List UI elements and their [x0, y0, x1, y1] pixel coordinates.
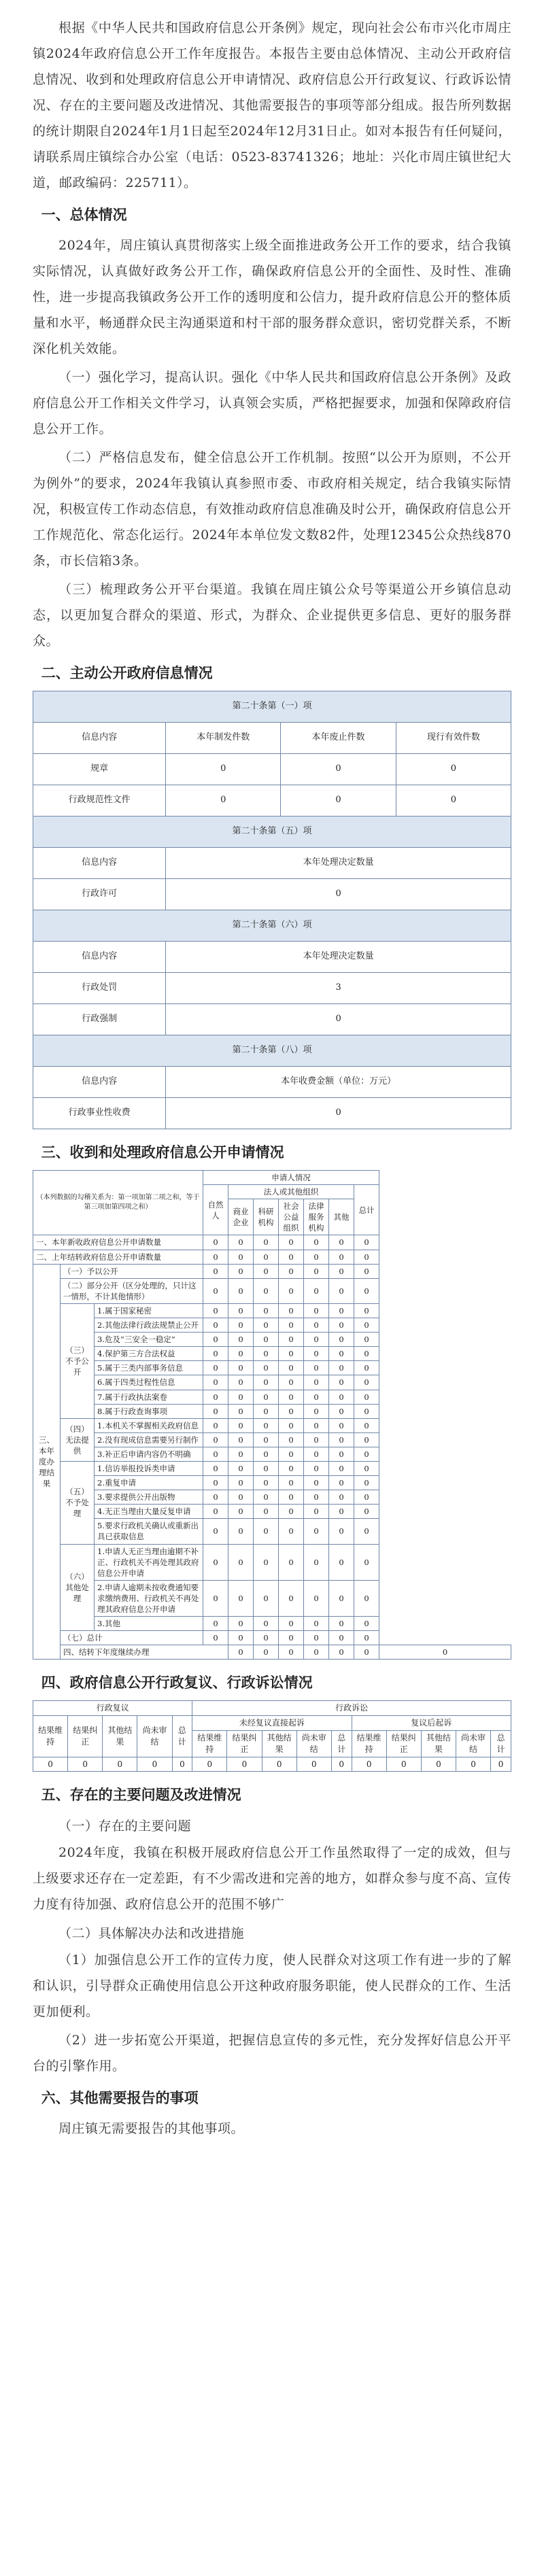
table-cell: 0: [254, 1303, 279, 1318]
table-cell: 0: [304, 1476, 329, 1490]
table-cell: 0: [203, 1333, 228, 1347]
row-label: （七）总计: [61, 1631, 203, 1645]
table-cell: 0: [352, 1757, 386, 1772]
table-cell: 0: [329, 1544, 354, 1580]
table-cell: 0: [354, 1476, 379, 1490]
table-cell: 0: [203, 1250, 228, 1264]
table-cell: 0: [329, 1418, 354, 1432]
application-table: [33, 1170, 511, 1660]
column-header: 本年收费金额（单位：万元）: [166, 1067, 511, 1098]
table-cell: 0: [329, 1333, 354, 1347]
table-cell: 0: [228, 1580, 254, 1616]
table-cell: 0: [329, 1519, 354, 1544]
row-label: 行政强制: [33, 1004, 166, 1035]
group-label: （六）其他处理: [61, 1544, 95, 1631]
table-cell: 0: [203, 1617, 228, 1631]
table-cell: 0: [304, 1278, 329, 1303]
table-cell: 0: [254, 1235, 279, 1250]
section-4-heading: 四、政府信息公开行政复议、行政诉讼情况: [41, 1675, 313, 1691]
table-cell: 0: [396, 785, 511, 817]
table-cell: 0: [354, 1447, 379, 1461]
table-cell: 0: [254, 1490, 279, 1505]
table-cell: 0: [172, 1757, 192, 1772]
table-cell: 0: [279, 1432, 304, 1447]
column-header: 本年废止件数: [281, 723, 396, 754]
table-band: 第二十条第（一）项: [33, 691, 511, 723]
table-cell: 0: [304, 1617, 329, 1631]
column-header: 自然人: [203, 1185, 228, 1235]
overview-paragraph: 2024年，周庄镇认真贯彻落实上级全面推进政务公开工作的要求，结合我镇实际情况，认真做好政务公开工作，确保政府信息公开的全面性、及时性、准确性，进一步提高我镇政务公开工作的透明度和公信力，提升政府信息公开的整体质量和水平，畅通群众民主沟通渠道和村干部的服务群众意识，密切党群关系，不断深化机关效能。: [33, 238, 511, 356]
table-cell: 0: [304, 1303, 329, 1318]
table-band: 第二十条第（八）项: [33, 1035, 511, 1067]
table-cell: 0: [166, 1004, 511, 1035]
table-cell: 0: [329, 1580, 354, 1616]
table-cell: 0: [279, 1580, 304, 1616]
table-cell: 0: [137, 1757, 172, 1772]
section-5-heading: 五、存在的主要问题及改进情况: [41, 1787, 241, 1804]
table-cell: 0: [296, 1757, 331, 1772]
table-cell: 0: [166, 754, 281, 785]
table-cell: 0: [228, 1505, 254, 1519]
table-cell: 0: [254, 1461, 279, 1475]
table-cell: 0: [254, 1645, 279, 1660]
table-cell: 0: [304, 1404, 329, 1418]
table-cell: 0: [279, 1544, 304, 1580]
group-label: （四）无法提供: [61, 1418, 95, 1461]
table-cell: 0: [228, 1390, 254, 1404]
table-cell: 0: [304, 1390, 329, 1404]
table-cell: 0: [203, 1519, 228, 1544]
table-cell: 0: [329, 1235, 354, 1250]
table-cell: 0: [304, 1645, 329, 1660]
table-cell: 0: [304, 1519, 329, 1544]
column-header: 本年制发件数: [166, 723, 281, 754]
table-cell: 0: [203, 1347, 228, 1361]
row-label: 1.属于国家秘密: [95, 1303, 203, 1318]
table-cell: 0: [279, 1505, 304, 1519]
row-label: 3.补正后申请内容仍不明确: [95, 1447, 203, 1461]
table-cell: 0: [354, 1333, 379, 1347]
measure-2-paragraph: （2）进一步拓宽公开渠道，把握信息宣传的多元性，充分发挥好信息公开平台的引擎作用。: [33, 2033, 511, 2074]
table-cell: 0: [203, 1318, 228, 1333]
table-cell: 0: [279, 1404, 304, 1418]
table-cell: 0: [228, 1476, 254, 1490]
table-cell: 0: [304, 1250, 329, 1264]
table-cell: 0: [279, 1617, 304, 1631]
column-header: 总计: [331, 1730, 352, 1757]
table-cell: 0: [304, 1318, 329, 1333]
column-header: 法人或其他组织: [228, 1185, 354, 1199]
table-cell: 0: [329, 1264, 354, 1278]
row-label: 3.危及“三安全一稳定”: [95, 1333, 203, 1347]
table-cell: 0: [354, 1390, 379, 1404]
table-cell: 0: [279, 1490, 304, 1505]
column-header: 其他: [329, 1199, 354, 1235]
table-band: 第二十条第（五）项: [33, 817, 511, 848]
table-cell: 0: [228, 1278, 254, 1303]
table-cell: 0: [203, 1461, 228, 1475]
column-header: 其他结果: [421, 1730, 456, 1757]
column-header: 总计: [172, 1716, 192, 1757]
row-label: （一）予以公开: [61, 1264, 203, 1278]
table-cell: 0: [228, 1264, 254, 1278]
table-cell: 0: [329, 1303, 354, 1318]
table-cell: 0: [254, 1418, 279, 1432]
table-cell: 0: [228, 1617, 254, 1631]
row-label: 3.其他: [95, 1617, 203, 1631]
row-label: 1.信访举报投诉类申请: [95, 1461, 203, 1475]
table-cell: 0: [254, 1318, 279, 1333]
table-cell: 0: [421, 1757, 456, 1772]
table-cell: 0: [354, 1235, 379, 1250]
row-label: 行政处罚: [33, 973, 166, 1004]
column-header: 未经复议直接起诉: [192, 1716, 352, 1731]
group-label: （三）不予公开: [61, 1303, 95, 1418]
table-cell: 0: [354, 1645, 379, 1660]
table-cell: 0: [304, 1333, 329, 1347]
table-cell: 0: [354, 1418, 379, 1432]
table-cell: 0: [304, 1432, 329, 1447]
column-header: 现行有效件数: [396, 723, 511, 754]
table-cell: 0: [279, 1333, 304, 1347]
table-cell: 0: [254, 1375, 279, 1390]
table-cell: 0: [279, 1447, 304, 1461]
table-cell: 0: [228, 1645, 254, 1660]
table-cell: 0: [304, 1544, 329, 1580]
table-cell: 0: [354, 1544, 379, 1580]
column-header: 总计: [491, 1730, 511, 1757]
column-header: 尚未审结: [456, 1730, 490, 1757]
table-cell: 0: [304, 1235, 329, 1250]
table-cell: 0: [304, 1264, 329, 1278]
table-cell: 0: [203, 1490, 228, 1505]
column-header: 信息内容: [33, 942, 166, 973]
table-cell: 0: [203, 1303, 228, 1318]
table-cell: 0: [279, 1390, 304, 1404]
table-cell: 0: [354, 1318, 379, 1333]
table-cell: 0: [329, 1404, 354, 1418]
table-cell: 0: [331, 1757, 352, 1772]
table-cell: 0: [103, 1757, 137, 1772]
table-cell: 0: [203, 1361, 228, 1375]
table-cell: 0: [228, 1404, 254, 1418]
section-6-heading: 六、其他需要报告的事项: [41, 2090, 199, 2107]
column-header: 结果纠正: [68, 1716, 103, 1757]
table-cell: 0: [203, 1404, 228, 1418]
table-cell: 0: [228, 1235, 254, 1250]
column-header: 行政复议: [33, 1701, 192, 1716]
table-cell: 0: [203, 1264, 228, 1278]
column-header: 信息内容: [33, 1067, 166, 1098]
table-cell: 0: [279, 1235, 304, 1250]
table-cell: 0: [254, 1347, 279, 1361]
measure-1-paragraph: （1）加强信息公开工作的宣传力度，使人民群众对这项工作有进一步的了解和认识，引导群众正确使用信息公开这种政府服务职能，使人民群众的工作、生活更加便利。: [33, 1953, 511, 2020]
table-cell: 0: [304, 1418, 329, 1432]
table-cell: 0: [354, 1519, 379, 1544]
row-label: 四、结转下年度继续办理: [61, 1645, 228, 1660]
table-cell: 0: [254, 1580, 279, 1616]
table-cell: 0: [254, 1278, 279, 1303]
row-label: （二）部分公开（区分处理的，只计这一情形，不计其他情形）: [61, 1278, 203, 1303]
table-cell: 0: [203, 1544, 228, 1580]
table-cell: 0: [354, 1505, 379, 1519]
row-label: 2.没有现成信息需要另行制作: [95, 1432, 203, 1447]
group-label: （五）不予处理: [61, 1461, 95, 1544]
row-label: 二、上年结转政府信息公开申请数量: [33, 1250, 203, 1264]
table-cell: 0: [203, 1375, 228, 1390]
table-cell: 0: [354, 1250, 379, 1264]
row-label: 规章: [33, 754, 166, 785]
table-cell: 0: [354, 1461, 379, 1475]
row-label: 2.其他法律行政法规禁止公开: [95, 1318, 203, 1333]
row-label: 3.要求提供公开出版物: [95, 1490, 203, 1505]
column-header: 社会公益组织: [279, 1199, 304, 1235]
table-cell: 0: [192, 1757, 227, 1772]
column-header: 法律服务机构: [304, 1199, 329, 1235]
row-label: 4.无正当理由大量反复申请: [95, 1505, 203, 1519]
row-label: 5.属于三类内部事务信息: [95, 1361, 203, 1375]
column-header: 结果纠正: [386, 1730, 421, 1757]
column-header: 结果维持: [33, 1716, 68, 1757]
table-cell: 0: [354, 1404, 379, 1418]
table-cell: 0: [279, 1375, 304, 1390]
table-cell: 0: [228, 1303, 254, 1318]
table-cell: 0: [228, 1461, 254, 1475]
table-cell: 0: [279, 1418, 304, 1432]
section-2-heading: 二、主动公开政府信息情况: [41, 665, 213, 681]
row-label: 1.申请人无正当理由逾期不补正、行政机关不再处理其政府信息公开申请: [95, 1544, 203, 1580]
table-cell: 0: [304, 1375, 329, 1390]
proactive-disclosure-table: [33, 691, 511, 1129]
column-header: 行政诉讼: [192, 1701, 511, 1716]
table-cell: 0: [254, 1264, 279, 1278]
column-header: 信息内容: [33, 848, 166, 879]
table-cell: 0: [456, 1757, 490, 1772]
overview-item-2: （二）严格信息发布，健全信息公开工作机制。按照“以公开为原则，不公开为例外”的要求，2024年我镇认真参照市委、市政府相关规定，结合我镇实际情况，积极宣传工作动态信息，有效推动政府信息准确及时公开，确保政府信息公开工作规范化、常态化运行。2024年本单位发文数82件，处理12345公众热线870条，市长信箱3条。: [33, 450, 511, 568]
column-header: 其他结果: [262, 1730, 296, 1757]
problems-subheading: （一）存在的主要问题: [58, 1819, 192, 1834]
section-1-heading: 一、总体情况: [41, 207, 127, 223]
table-cell: 0: [228, 1333, 254, 1347]
table-cell: 0: [329, 1505, 354, 1519]
table-cell: 0: [354, 1617, 379, 1631]
row-label: 行政规范性文件: [33, 785, 166, 817]
table-cell: 0: [329, 1461, 354, 1475]
table-cell: 0: [203, 1447, 228, 1461]
table-cell: 0: [354, 1361, 379, 1375]
table-cell: 0: [254, 1519, 279, 1544]
table-cell: 0: [227, 1757, 262, 1772]
table-cell: 0: [329, 1318, 354, 1333]
table-cell: 0: [254, 1617, 279, 1631]
row-label: 8.属于行政查询事项: [95, 1404, 203, 1418]
row-label: 行政许可: [33, 879, 166, 910]
table-cell: 0: [329, 1645, 354, 1660]
table-cell: 0: [228, 1490, 254, 1505]
table-cell: 0: [228, 1544, 254, 1580]
intro-paragraph: 根据《中华人民共和国政府信息公开条例》规定，现向社会公布市兴化市周庄镇2024年政府信息公开工作年度报告。本报告主要由总体情况、主动公开政府信息情况、收到和处理政府信息公开申请情况、政府信息公开行政复议、行政诉讼情况、存在的主要问题及改进情况、其他需要报告的事项等部分组成。报告所列数据的统计期限自2024年1月1日起至2024年12月31日止。如对本报告有任何疑问，请联系周庄镇综合办公室（电话：0523-83741326；地址：兴化市周庄镇世纪大道，邮政编码：225711）。: [33, 20, 511, 190]
table-cell: 0: [33, 1757, 68, 1772]
table-cell: 0: [254, 1447, 279, 1461]
table-cell: 0: [254, 1505, 279, 1519]
table-cell: 0: [304, 1361, 329, 1375]
table-cell: 0: [254, 1404, 279, 1418]
column-header: 尚未审结: [137, 1716, 172, 1757]
table-cell: 0: [354, 1303, 379, 1318]
table-cell: 0: [228, 1361, 254, 1375]
column-header: 结果纠正: [227, 1730, 262, 1757]
column-header: 本年处理决定数量: [166, 942, 511, 973]
row-label: 2.重复申请: [95, 1476, 203, 1490]
column-header: 复议后起诉: [352, 1716, 511, 1731]
table-cell: 0: [203, 1505, 228, 1519]
table-cell: 0: [279, 1318, 304, 1333]
table-cell: 0: [279, 1519, 304, 1544]
table-cell: 0: [203, 1476, 228, 1490]
table-cell: 0: [279, 1645, 304, 1660]
row-label: 1.本机关不掌握相关政府信息: [95, 1418, 203, 1432]
column-header: 科研机构: [254, 1199, 279, 1235]
row-label: 5.要求行政机关确认或重新出具已获取信息: [95, 1519, 203, 1544]
column-header: 信息内容: [33, 723, 166, 754]
table-cell: 0: [166, 1098, 511, 1129]
table-cell: 0: [354, 1490, 379, 1505]
table-band: 第二十条第（六）项: [33, 910, 511, 942]
table-cell: 0: [228, 1432, 254, 1447]
row-label: 4.保护第三方合法权益: [95, 1347, 203, 1361]
row-label: 一、本年新收政府信息公开申请数量: [33, 1235, 203, 1250]
table-cell: 0: [354, 1278, 379, 1303]
table-cell: 0: [329, 1361, 354, 1375]
measures-subheading: （二）具体解决办法和改进措施: [58, 1926, 245, 1942]
column-header: 结果维持: [352, 1730, 386, 1757]
table-cell: 0: [279, 1264, 304, 1278]
table-cell: 0: [354, 1375, 379, 1390]
table-cell: 0: [228, 1631, 254, 1645]
table-cell: 0: [329, 1278, 354, 1303]
table-cell: 0: [304, 1447, 329, 1461]
table-cell: 0: [329, 1490, 354, 1505]
table-cell: 0: [228, 1447, 254, 1461]
table-cell: 0: [254, 1476, 279, 1490]
table-cell: 0: [68, 1757, 103, 1772]
table-cell: 0: [281, 785, 396, 817]
table-cell: 3: [166, 973, 511, 1004]
table-cell: 0: [279, 1631, 304, 1645]
table-cell: 0: [228, 1519, 254, 1544]
table-cell: 0: [228, 1375, 254, 1390]
row-label: 2.申请人逾期未按收费通知要求缴纳费用、行政机关不再处理其政府信息公开申请: [95, 1580, 203, 1616]
table-cell: 0: [203, 1631, 228, 1645]
table-cell: 0: [203, 1278, 228, 1303]
table-cell: 0: [396, 754, 511, 785]
table-cell: 0: [254, 1544, 279, 1580]
overview-item-1: （一）强化学习，提高认识。强化《中华人民共和国政府信息公开条例》及政府信息公开工作相关文件学习，认真领会实质，严格把握要求，加强和保障政府信息公开工作。: [33, 370, 511, 436]
table-cell: 0: [354, 1631, 379, 1645]
table-cell: 0: [279, 1461, 304, 1475]
table-cell: 0: [279, 1361, 304, 1375]
table-cell: 0: [279, 1278, 304, 1303]
table-cell: 0: [254, 1333, 279, 1347]
table-cell: 0: [379, 1645, 511, 1660]
table-cell: 0: [354, 1432, 379, 1447]
table-cell: 0: [386, 1757, 421, 1772]
column-header: 尚未审结: [296, 1730, 331, 1757]
table-cell: 0: [254, 1631, 279, 1645]
table-cell: 0: [354, 1580, 379, 1616]
row-label: 7.属于行政执法案卷: [95, 1390, 203, 1404]
column-header: 申请人情况: [203, 1171, 379, 1185]
column-header: 总计: [354, 1185, 379, 1235]
group-label: 三、本年度办理结果: [33, 1264, 61, 1660]
table-cell: 0: [304, 1631, 329, 1645]
table-cell: 0: [279, 1250, 304, 1264]
table-cell: 0: [329, 1375, 354, 1390]
table-cell: 0: [491, 1757, 511, 1772]
table-cell: 0: [166, 785, 281, 817]
column-header: 结果维持: [192, 1730, 227, 1757]
table-cell: 0: [329, 1250, 354, 1264]
table-cell: 0: [262, 1757, 296, 1772]
table-cell: 0: [166, 879, 511, 910]
table-cell: 0: [203, 1235, 228, 1250]
table-cell: 0: [354, 1264, 379, 1278]
other-matters-paragraph: 周庄镇无需要报告的其他事项。: [58, 2121, 245, 2137]
table-cell: 0: [203, 1580, 228, 1616]
table-cell: 0: [254, 1432, 279, 1447]
table-cell: 0: [304, 1347, 329, 1361]
section-3-heading: 三、收到和处理政府信息公开申请情况: [41, 1144, 284, 1161]
table-cell: 0: [254, 1250, 279, 1264]
table-cell: 0: [279, 1476, 304, 1490]
table-cell: 0: [329, 1476, 354, 1490]
table-cell: 0: [203, 1390, 228, 1404]
table-cell: 0: [203, 1432, 228, 1447]
review-litigation-table: [33, 1700, 511, 1772]
table-cell: 0: [329, 1390, 354, 1404]
table-cell: 0: [329, 1631, 354, 1645]
table-cell: 0: [228, 1250, 254, 1264]
problems-paragraph: 2024年度，我镇在积极开展政府信息公开工作虽然取得了一定的成效，但与上级要求还存在一定差距，有不少需改进和完善的地方，如群众参与度不高、宣传力度有待加强、政府信息公开的范围不够广: [33, 1845, 511, 1912]
table-cell: 0: [304, 1580, 329, 1616]
table-cell: 0: [354, 1347, 379, 1361]
table-cell: 0: [228, 1418, 254, 1432]
column-header: 商业企业: [228, 1199, 254, 1235]
table-cell: 0: [203, 1418, 228, 1432]
table-cell: 0: [281, 754, 396, 785]
table-cell: 0: [228, 1318, 254, 1333]
table-cell: 0: [279, 1347, 304, 1361]
overview-item-3: （三）梳理政务公开平台渠道。我镇在周庄镇公众号等渠道公开乡镇信息动态，以更加复合群众的渠道、形式，为群众、企业提供更多信息、更好的服务群众。: [33, 582, 511, 649]
table-cell: 0: [329, 1347, 354, 1361]
table-cell: 0: [329, 1447, 354, 1461]
table-cell: 0: [329, 1432, 354, 1447]
row-label: 行政事业性收费: [33, 1098, 166, 1129]
row-label: 6.属于四类过程性信息: [95, 1375, 203, 1390]
column-header: 其他结果: [103, 1716, 137, 1757]
table-cell: 0: [228, 1347, 254, 1361]
table-cell: 0: [279, 1303, 304, 1318]
table-cell: 0: [304, 1505, 329, 1519]
table-cell: 0: [304, 1461, 329, 1475]
table-cell: 0: [254, 1361, 279, 1375]
table-corner-note: （本列数据的勾稽关系为：第一项加第二项之和，等于第三项加第四项之和）: [33, 1171, 203, 1235]
table-cell: 0: [304, 1490, 329, 1505]
column-header: 本年处理决定数量: [166, 848, 511, 879]
table-cell: 0: [254, 1390, 279, 1404]
table-cell: 0: [329, 1617, 354, 1631]
